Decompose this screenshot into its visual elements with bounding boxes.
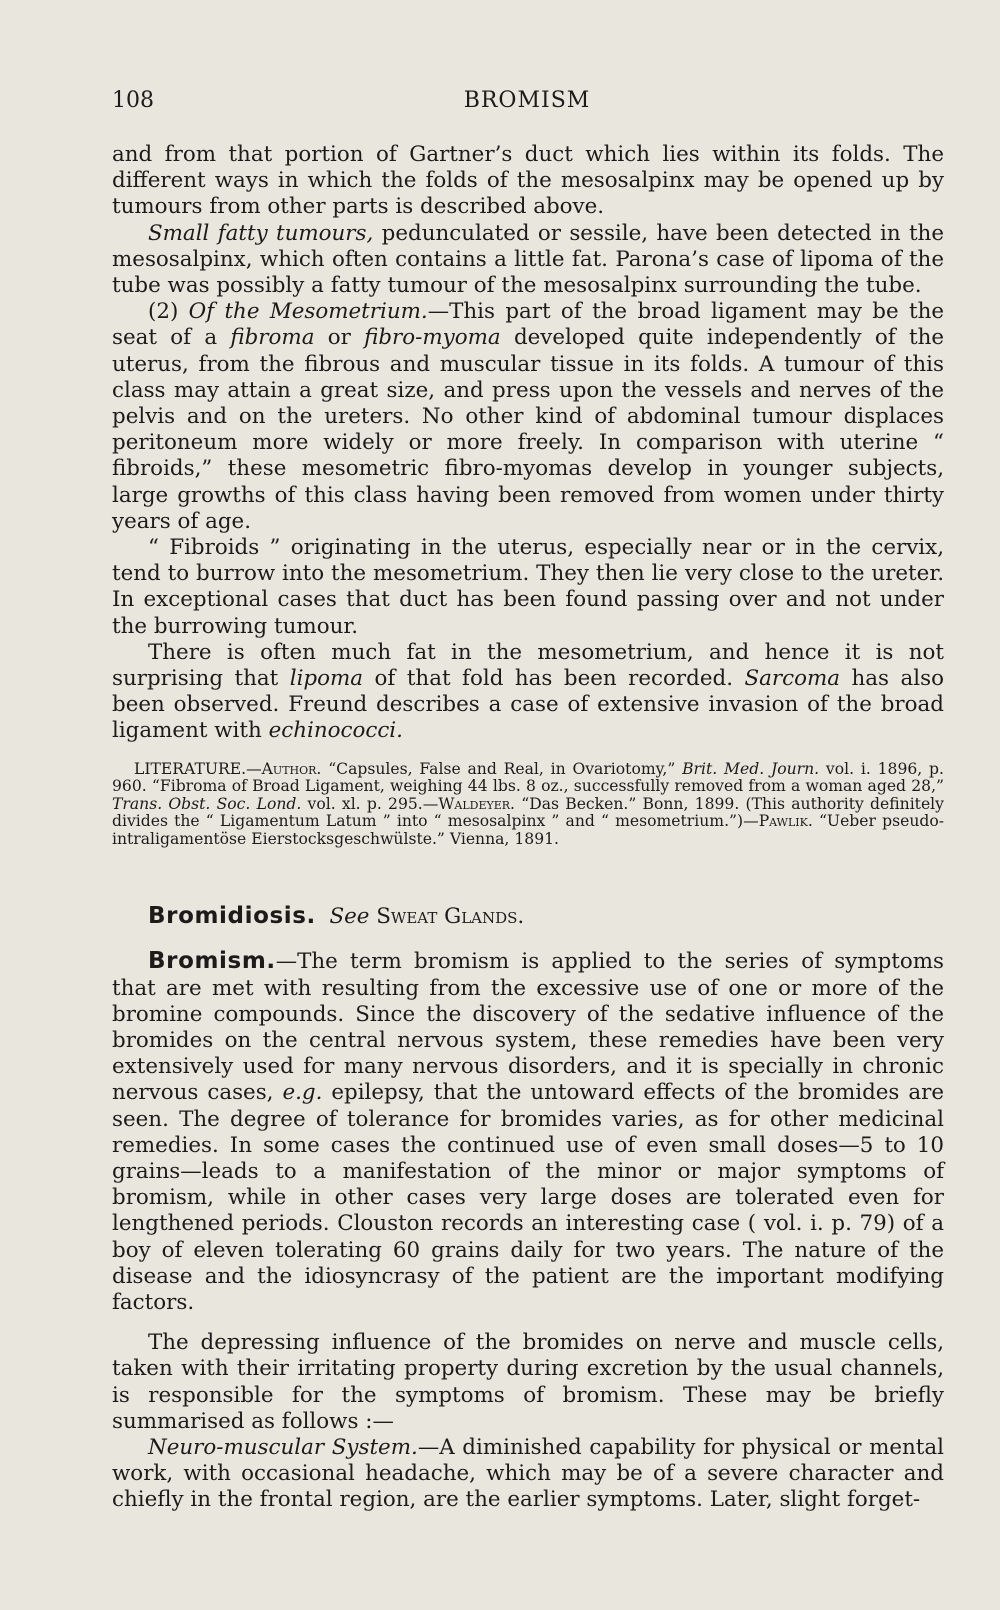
paragraph-fatty-tumours [112,221,944,300]
paragraph-fat [112,640,944,745]
literature-label: LITERATURE. [134,759,247,778]
journal-title: Brit. Med. Journ. [682,759,820,778]
cross-reference: Sweat Glands. [376,904,525,930]
paragraph-text: —This part of the broad ligament may be the seat of a [112,299,945,351]
paragraph-text: —A diminished capability for physical or mental work, with occasional headache, which may be of a severe character and chiefly in the frontal region, are the earlier symptoms. Later, slight forget- [112,1435,945,1513]
reference-text: “Das Becken.” Bonn, 1899. (This authority definitely divides the “ Ligamentum Latum ” into “ mesosalpinx ” and “ mesometrium.”)— [112,794,944,831]
page-number: 108 [112,88,154,113]
paragraph-mesometrium [112,299,944,535]
italic-term: Small fatty tumours, [148,220,374,246]
literature-references [112,761,944,849]
reference-text: vol. i. 1896, p. 960. “Fibroma of Broad Ligament, weighing 44 lbs. 8 oz., successfully removed from a woman aged 28,” [112,759,944,796]
italic-term: e.g. [282,1080,323,1106]
paragraph-text: has also been observed. Freund describes a case of extensive invasion of the broad ligament with [112,666,944,744]
reference-text: vol. xl. p. 295.— [301,794,439,813]
section-heading: Of the Mesometrium. [188,299,428,325]
paragraph-fibroids: “ Fibroids ” originating in the uterus, especially near or in the cervix, tend to burrow into the mesometrium. They then lie very close to the ureter. In exceptional cases that duct has been found passing over and not under the burrowing tumour. [112,535,944,639]
reference-author: Waldeyer. [438,794,516,813]
entry-term: Bromism. [148,948,276,975]
paragraph-depressing-influence: The depressing influence of the bromides on nerve and muscle cells, taken with their irritating property during excretion by the usual channels, is responsible for the symptoms of bromism. These may be briefly summarised as follows :— [112,1330,944,1434]
journal-title: Trans. Obst. Soc. Lond. [112,794,302,813]
reference-author: Pawlik. [758,812,813,831]
paragraph-text: or [314,325,365,351]
entry-bromidiosis [112,903,944,930]
see-reference: See [329,904,370,930]
page-header [112,88,942,118]
paragraph-text: of that fold has been recorded. [363,666,745,692]
italic-term: Sarcoma [744,666,841,692]
entry-bromism [112,948,944,1316]
section-number: (2) [148,299,189,325]
paragraph-neuro-muscular [112,1435,944,1514]
entry-term: Bromidiosis. [148,903,316,930]
paragraph-text: pedunculated or sessile, have been detected in the mesosalpinx, which often contains a little fat. Parona’s case of lipoma of the tube was possibly a fatty tumour of the mesosalpinx surrounding the tube. [112,220,944,299]
italic-term: fibroma [230,325,315,351]
section-heading: Neuro-muscular System. [148,1435,418,1461]
reference-text: “Ueber pseudo-intraligamentöse Eierstocksgeschwülste.” Vienna, 1891. [112,812,944,848]
reference-author: —Author. [246,759,322,778]
running-title: BROMISM [463,88,591,113]
paragraph-text: —The term bromism is applied to the series of symptoms that are met with resulting from the excessive use of one or more of the bromine compounds. Since the discovery of the sedative influence of the bromides on the central nervous system, these remedies have been very extensively used for many nervous disorders, and it is specially in chronic nervous cases, [112,949,944,1106]
reference-text: “Capsules, False and Real, in Ovariotomy,” [321,759,683,778]
paragraph-text: epilepsy, that the untoward effects of the bromides are seen. The degree of tolerance for bromides varies, as for other medicinal remedies. In some cases the continued use of even small doses—5 to 10 grains—leads to a manifestation of the minor or major symptoms of bromism, while in other cases very large doses are tolerated even for lengthened periods. Clouston records an interesting case ( vol. i. p. 79) of a boy of eleven tolerating 60 grains daily for two years. The nature of the disease and the idiosyncrasy of the patient are the important modifying factors. [112,1080,944,1316]
paragraph-text: developed quite independently of the uterus, from the fibrous and muscular tissue in its folds. A tumour of this class may attain a great size, and press upon the vessels and nerves of the pelvis and on the ureters. No other kind of abdominal tumour displaces peritoneum more widely or more freely. In comparison with uterine “ fibroids,” these mesometric fibro-myomas develop in younger subjects, large growths of this class having been removed from women under thirty years of age. [112,325,945,534]
italic-term: fibro-myoma [364,325,501,351]
paragraph-gartner: and from that portion of Gartner’s duct which lies within its folds. The different ways in which the folds of the mesosalpinx may be opened up by tumours from other parts is described above. [112,142,944,220]
page-body [112,142,944,1514]
italic-term: lipoma [289,666,364,692]
paragraph-text: There is often much fat in the mesometrium, and hence it is not surprising that [112,639,944,692]
italic-term: echinococci. [268,718,403,744]
